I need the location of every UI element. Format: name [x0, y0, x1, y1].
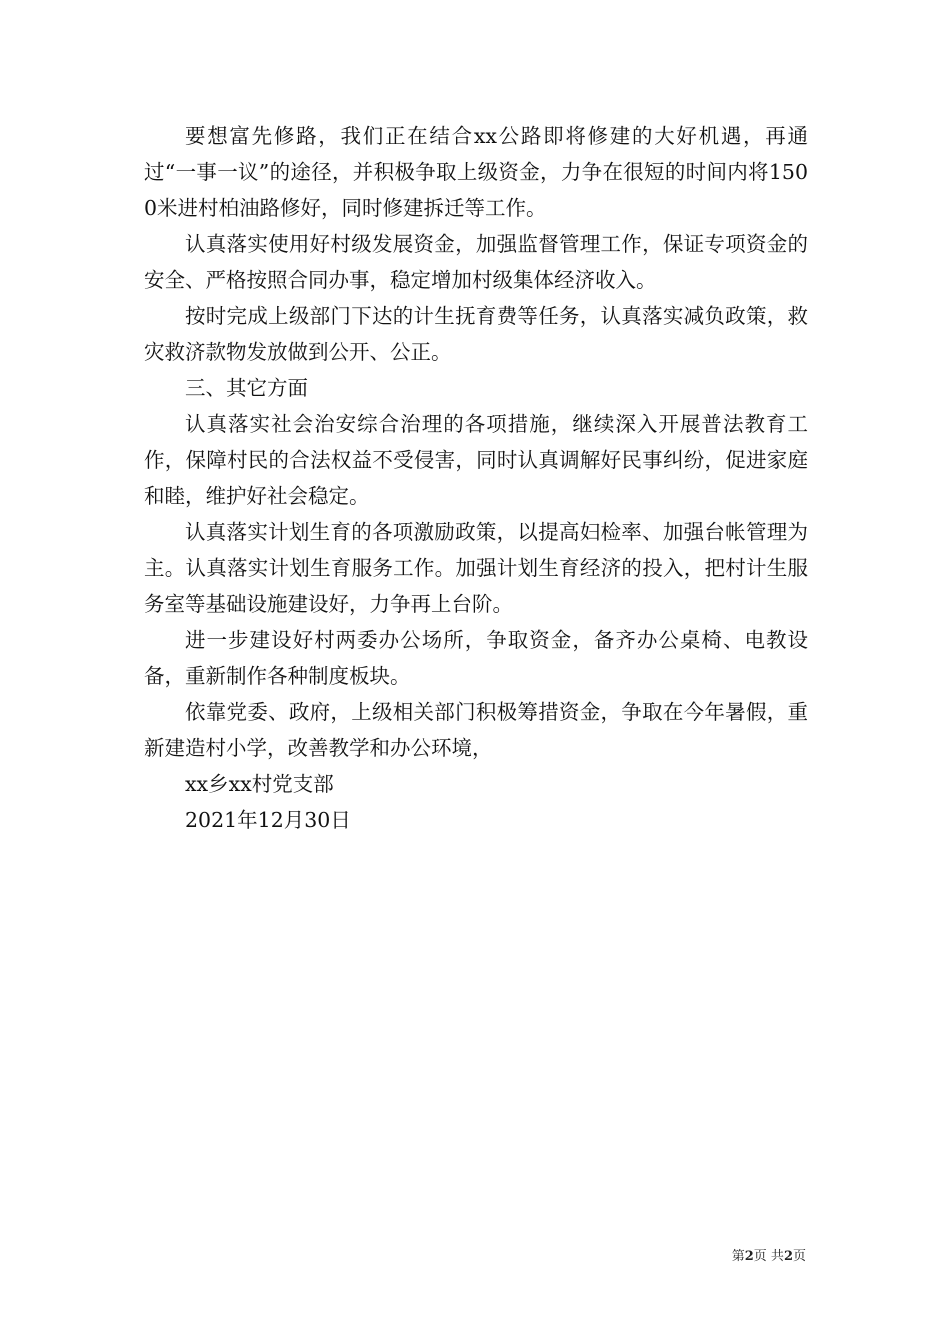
total-pages-number: 2	[783, 1249, 793, 1264]
document-body	[144, 118, 808, 838]
document-date: 2021年12月30日	[185, 808, 351, 832]
body-paragraph: 认真落实计划生育的各项激励政策，以提高妇检率、加强台帐管理为主。认真落实计划生育服务工作。加强计划生育经济的投入，把村计生服务室等基础设施建设好，力争再上台阶。	[144, 520, 808, 616]
body-paragraph: 要想富先修路，我们正在结合xx公路即将修建的大好机遇，再通过“一事一议”的途径，并积极争取上级资金，力争在很短的时间内将1500米进村柏油路修好，同时修建拆迁等工作。	[144, 124, 808, 220]
current-page-number: 2	[744, 1249, 754, 1264]
footer-middle: 页 共	[753, 1249, 784, 1264]
body-paragraph: 认真落实使用好村级发展资金，加强监督管理工作，保证专项资金的安全、严格按照合同办事，稳定增加村级集体经济收入。	[144, 232, 808, 292]
page-number-footer	[0, 1248, 806, 1266]
footer-suffix: 页	[792, 1249, 806, 1264]
footer-prefix: 第	[731, 1249, 745, 1264]
signature: xx乡xx村党支部	[185, 772, 334, 796]
body-paragraph: 进一步建设好村两委办公场所，争取资金，备齐办公桌椅、电教设备，重新制作各种制度板块。	[144, 628, 808, 688]
section-heading: 三、其它方面	[185, 376, 308, 400]
body-paragraph: 按时完成上级部门下达的计生抚育费等任务，认真落实减负政策，救灾救济款物发放做到公开、公正。	[144, 304, 808, 364]
body-paragraph: 认真落实社会治安综合治理的各项措施，继续深入开展普法教育工作，保障村民的合法权益不受侵害，同时认真调解好民事纠纷，促进家庭和睦，维护好社会稳定。	[144, 412, 808, 508]
body-paragraph: 依靠党委、政府，上级相关部门积极筹措资金，争取在今年暑假，重新建造村小学，改善教学和办公环境，	[144, 700, 808, 760]
